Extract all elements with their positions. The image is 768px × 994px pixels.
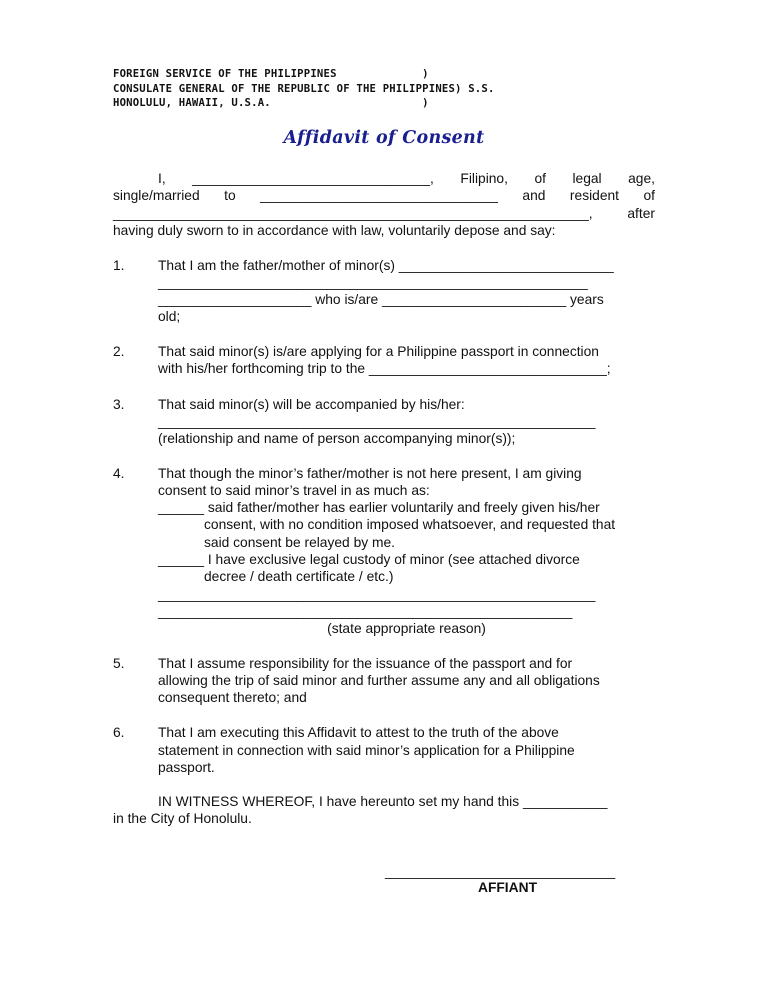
item1-line-d: old; <box>158 309 181 324</box>
item1-line-b: ________________________________________________________ <box>158 275 588 290</box>
intro-line-3: ______________________________________________________________, after <box>113 206 655 221</box>
item4-line-h: _________________________________________________________ <box>158 587 596 602</box>
intro-line-2: single/married to _______________________________ and resident of <box>113 188 655 203</box>
item3-line-c: (relationship and name of person accompanying minor(s)); <box>158 431 516 446</box>
intro-line-1: I, _______________________________, Filipino, of legal age, <box>158 171 655 186</box>
item-number-2: 2. <box>113 344 125 359</box>
affiant-label: AFFIANT <box>477 880 537 895</box>
item6-line-a: That I am executing this Affidavit to attest to the truth of the above <box>158 725 559 740</box>
item-number-5: 5. <box>113 656 125 671</box>
item-number-3: 3. <box>113 397 125 412</box>
item4-line-b: consent to said minor’s travel in as much as: <box>158 483 430 498</box>
item4-line-c: ______ said father/mother has earlier voluntarily and freely given his/her <box>158 500 600 515</box>
item6-line-b: statement in connection with said minor’s application for a Philippine <box>158 743 575 758</box>
item5-line-b: allowing the trip of said minor and further assume any and all obligations <box>158 673 600 688</box>
item4-line-f: ______ I have exclusive legal custody of minor (see attached divorce <box>158 552 580 567</box>
item-number-6: 6. <box>113 725 125 740</box>
item4-line-i: ______________________________________________________ <box>158 604 573 619</box>
signature-line: ______________________________ <box>385 864 616 879</box>
header-line-1: FOREIGN SERVICE OF THE PHILIPPINES ) <box>113 68 429 80</box>
item-number-4: 4. <box>113 466 125 481</box>
item5-line-c: consequent thereto; and <box>158 690 307 705</box>
item4-line-j: (state appropriate reason) <box>327 621 486 636</box>
item2-line-a: That said minor(s) is/are applying for a Philippine passport in connection <box>158 344 599 359</box>
document-header <box>113 67 495 111</box>
header-line-2: CONSULATE GENERAL OF THE REPUBLIC OF THE PHILIPPINES) S.S. <box>113 82 495 95</box>
item3-line-b: _________________________________________________________ <box>158 414 596 429</box>
witness-line-b: in the City of Honolulu. <box>113 811 252 826</box>
item2-line-b: with his/her forthcoming trip to the _______________________________; <box>158 361 611 376</box>
witness-line-a: IN WITNESS WHEREOF, I have hereunto set my hand this ___________ <box>158 794 608 809</box>
item4-line-e: said consent be relayed by me. <box>204 535 395 550</box>
item5-line-a: That I assume responsibility for the issuance of the passport and for <box>158 656 573 671</box>
item-number-1: 1. <box>113 258 125 273</box>
item4-line-g: decree / death certificate / etc.) <box>204 569 394 584</box>
item4-line-a: That though the minor’s father/mother is not here present, I am giving <box>158 466 582 481</box>
item4-line-d: consent, with no condition imposed whatsoever, and requested that <box>204 517 616 532</box>
document-title: Affidavit of Consent <box>283 128 485 148</box>
header-line-3: HONOLULU, HAWAII, U.S.A. ) <box>113 97 429 109</box>
item1-line-c: ____________________ who is/are ________________________ years <box>158 292 604 307</box>
item6-line-c: passport. <box>158 760 215 775</box>
intro-line-4: having duly sworn to in accordance with law, voluntarily depose and say: <box>113 223 556 238</box>
item1-line-a: That I am the father/mother of minor(s) ____________________________ <box>158 258 614 273</box>
item3-line-a: That said minor(s) will be accompanied by his/her: <box>158 397 465 412</box>
